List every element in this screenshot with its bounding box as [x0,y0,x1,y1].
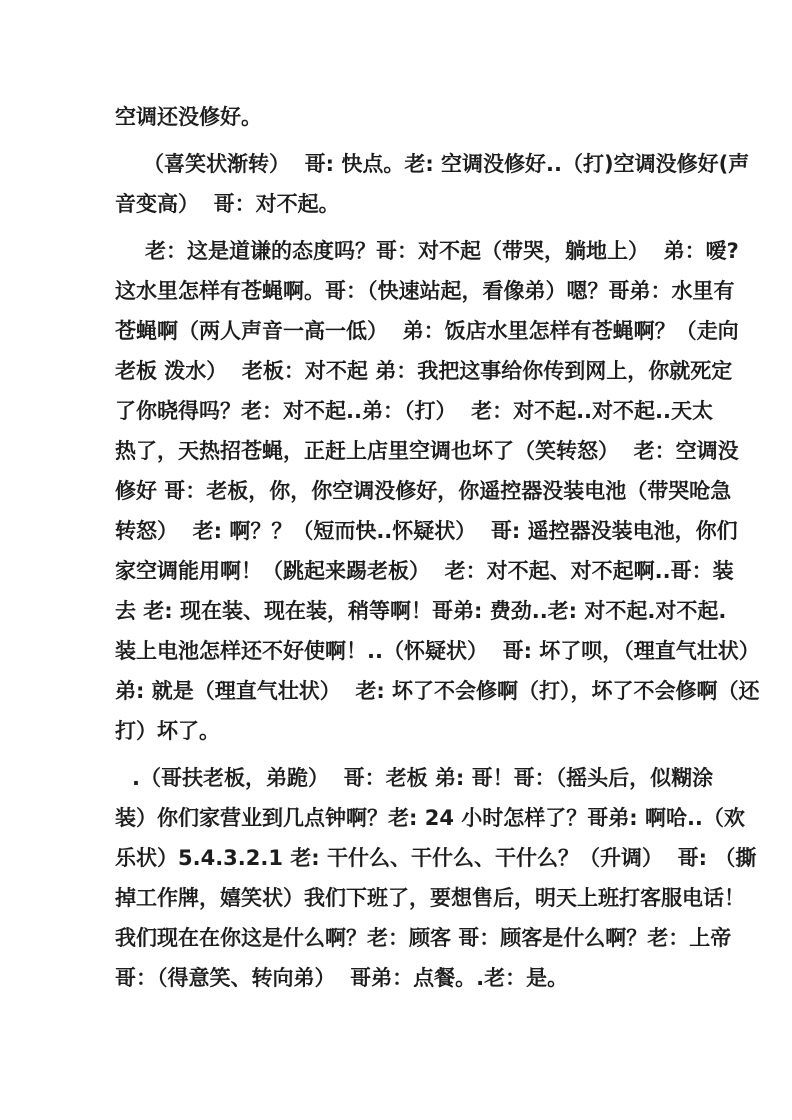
text-line: 装上电池怎样还不好使啊！..（怀疑状） 哥: 坏了呗，（理直气壮状） [115,639,760,663]
text-line: 打）坏了。 [115,719,220,743]
paragraph [115,231,760,751]
paragraph [115,97,683,137]
text-line: （喜笑状渐转） 哥: 快点。老: 空调没修好..（打)空调没修好(声 [143,152,750,176]
text-line: 我们现在在你这是什么啊？老：顾客 哥：顾客是什么啊？老：上帝 [115,926,732,950]
text-line: 装）你们家营业到几点钟啊？老: 24 小时怎样了？哥弟: 啊哈..（欢 [115,806,745,830]
text-line: 热了，天热招苍蝇，正赶上店里空调也坏了（笑转怒） 老：空调没 [115,439,739,463]
text-line: 老板 泼水） 老板：对不起 弟：我把这事给你传到网上，你就死定 [115,359,733,383]
text-line: 空调还没修好。 [115,105,262,129]
text-line: 音变高） 哥：对不起。 [115,192,340,216]
paragraph [115,144,750,224]
text-line: 修好 哥：老板，你，你空调没修好，你遥控器没装电池（带哭呛急 [115,479,732,503]
text-line: 哥：（得意笑、转向弟） 哥弟：点餐。.老：是。 [115,966,569,990]
text-line: 去 老: 现在装、现在装，稍等啊！哥弟: 费劲..老: 对不起.对不起. [115,599,727,623]
text-line: .（哥扶老板，弟跪） 哥：老板 弟: 哥！哥：（摇头后，似糊涂 [132,766,714,790]
text-line: 这水里怎样有苍蝇啊。哥：（快速站起，看像弟）嗯？哥弟：水里有 [115,279,735,303]
document-page [115,97,760,1005]
text-line: 转怒） 老: 啊？？（短而快..怀疑状） 哥: 遥控器没装电池，你们 [115,519,738,543]
text-line: 乐状）5.4.3.2.1 老: 干什么、干什么、干什么？（升调） 哥: （撕 [115,846,757,870]
text-line: 弟: 就是（理直气壮状） 老: 坏了不会修啊（打），坏了不会修啊（还 [115,679,760,703]
text-line: 掉工作牌，嬉笑状）我们下班了，要想售后，明天上班打客服电话！ [115,886,745,910]
paragraph [115,758,757,998]
text-line: 苍蝇啊（两人声音一高一低） 弟：饭店水里怎样有苍蝇啊？（走向 [115,319,739,343]
text-line: 家空调能用啊！（跳起来踢老板） 老：对不起、对不起啊..哥：装 [115,559,734,583]
text-line: 了你晓得吗？老：对不起..弟：（打） 老：对不起..对不起..天太 [115,399,713,423]
text-line: 老：这是道谦的态度吗？哥：对不起（带哭，躺地上） 弟：嗳? [145,239,739,263]
